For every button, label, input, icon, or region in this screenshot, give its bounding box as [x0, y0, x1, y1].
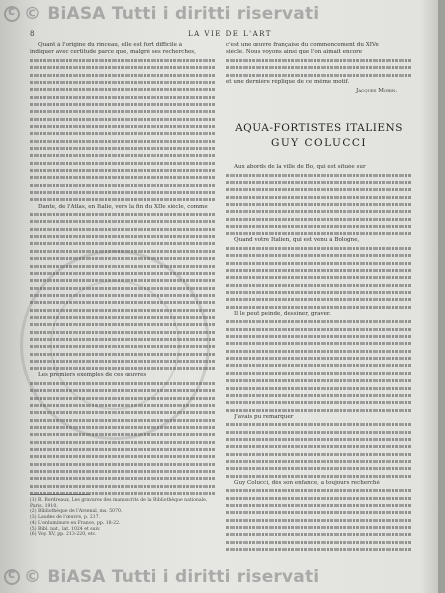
left-text-column — [30, 42, 216, 497]
footnote: (2) Bibliothèque de l'Arsenal, ms. 5070. — [30, 509, 123, 515]
footnote: (1) R. Bordreaux, Les gravures des manuscrits de la Bibliothèque nationale, Paris, 1910. — [30, 498, 208, 509]
text-line: indiquer avec certitude parce que, malgré ses recherches, — [30, 49, 196, 56]
right-text-column-top — [226, 42, 412, 86]
text-line: J'avais pu remarquer — [234, 413, 294, 420]
running-head: LA VIE DE L'ART — [188, 30, 272, 38]
text-line: Quant à l'origine du rinceau, elle est fort difficile à — [38, 42, 183, 48]
footnote: (3) Laudes de l'œuvre, p. 217. — [30, 515, 101, 521]
text-line: siècle. Nous voyons ainsi que l'on aimait encore — [226, 49, 363, 56]
footnotes — [30, 498, 216, 538]
watermark-top — [0, 3, 445, 25]
footnote: (4) L'enluminure en France, pp. 18-22. — [30, 520, 121, 526]
text-line: et une dernière réplique de ce même motif. — [226, 78, 350, 85]
watermark-text: © BiASA Tutti i diritti riservati — [24, 567, 320, 587]
text-line: Aux abords de la ville de Bo, qui est située sur — [234, 164, 366, 170]
text-line: Guy Colucci, dès son enfance, a toujours recherché — [234, 479, 380, 486]
text-line: Quand votre Italien, qui est venu à Bologne, — [234, 237, 360, 244]
article-title: AQUA-FORTISTES ITALIENS — [235, 122, 403, 134]
watermark-bottom — [0, 566, 445, 588]
page-number: 8 — [30, 30, 35, 38]
article-signature: Jacques Morin. — [356, 88, 398, 94]
footnote-rule — [30, 494, 90, 495]
footnote: (5) Bibl. nat., lat. 1024 et suiv. — [30, 526, 101, 532]
right-text-column-body — [226, 164, 412, 553]
book-spine-edge — [438, 0, 445, 593]
watermark-text: © BiASA Tutti i diritti riservati — [24, 4, 320, 24]
copyright-logo-icon — [4, 6, 20, 22]
text-line: Les premiers exemples de ces œuvres — [38, 372, 147, 379]
text-line: Dante, de l'Atlas, en Italie, vers la fin du XIIe siècle, comme — [38, 203, 208, 210]
copyright-logo-icon — [4, 569, 20, 585]
footnote: (6) Voy. XV, pp. 213-220, etc. — [30, 532, 97, 538]
text-line: c'est une œuvre française du commencement du XIVe — [226, 42, 379, 48]
article-author: GUY COLUCCI — [270, 137, 368, 149]
text-line: Il le peut peinde, dessiner, graver. — [234, 310, 331, 317]
